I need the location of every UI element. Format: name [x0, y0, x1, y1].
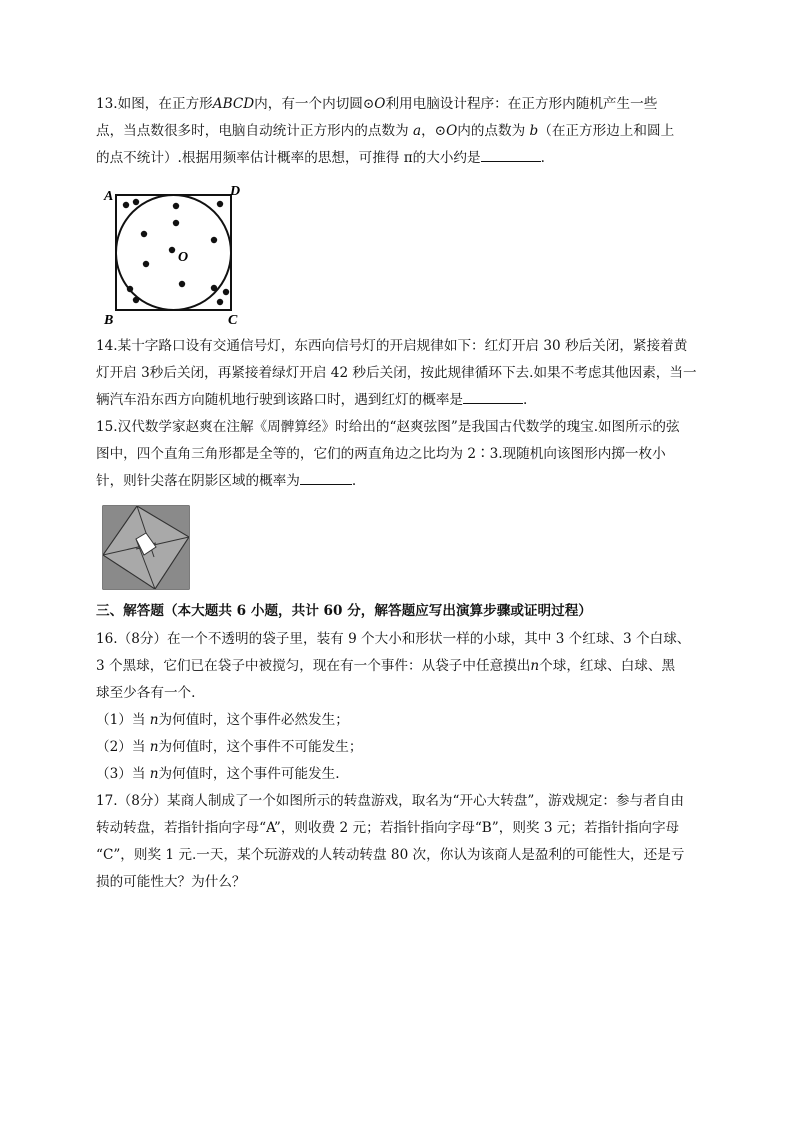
- q16-sub-1: （1）当 n为何值时，这个事件必然发生；: [96, 712, 349, 728]
- q16-sub-3: （3）当 n为何值时，这个事件可能发生.: [96, 766, 340, 782]
- q14-line-2: 灯开启 3秒后关闭，再紧接着绿灯开启 42 秒后关闭，按此规律循环下去.如果不考虑其他因素，当一: [96, 365, 697, 381]
- q15-line-1: 15.汉代数学家赵爽在注解《周髀算经》时给出的“赵爽弦图”是我国古代数学的瑰宝.如图所示的弦: [96, 419, 680, 435]
- question-16: [96, 626, 696, 788]
- q15-line-2: 图中，四个直角三角形都是全等的，它们的两直角边之比均为 2∶3.现随机向该图形内掷一枚小: [96, 446, 666, 462]
- q14-line-1: 14.某十字路口设有交通信号灯，东西向信号灯的开启规律如下：红灯开启 30 秒后关闭，紧接着黄: [96, 338, 688, 354]
- label-d: D: [230, 184, 241, 199]
- answer-blank[interactable]: [481, 149, 541, 162]
- q17-line-3: “C”，则奖 1 元.一天，某个玩游戏的人转动转盘 80 次，你认为该商人是盈利的可能性大，还是亏: [96, 847, 685, 863]
- answer-blank[interactable]: [300, 472, 352, 485]
- q17-line-4: 损的可能性大？为什么？: [96, 874, 246, 890]
- q13-line-3: 的点不统计）.根据用频率估计概率的思想，可推得 π的大小约是 .: [96, 150, 545, 166]
- q13-line-2: 点，当点数很多时，电脑自动统计正方形内的点数为 a，⊙O内的点数为 b（在正方形边上和圆上: [96, 123, 675, 139]
- q16-line-2: 3 个黑球，它们已在袋子中被搅匀，现在有一个事件：从袋子中任意摸出n个球，红球、白球、黑: [96, 658, 676, 674]
- q15-line-3: 针，则针尖落在阴影区域的概率为 .: [96, 473, 357, 489]
- zhao-shuang-figure: [100, 503, 192, 591]
- label-a: A: [104, 189, 114, 204]
- question-13: [96, 91, 696, 172]
- question-14: [96, 333, 696, 414]
- q16-line-1: 16.（8分）在一个不透明的袋子里，装有 9 个大小和形状一样的小球，其中 3 个红球、3 个白球、: [96, 631, 691, 647]
- answer-blank[interactable]: [463, 391, 523, 404]
- q17-line-1: 17.（8分）某商人制成了一个如图所示的转盘游戏，取名为“开心大转盘”，游戏规定：参与者自由: [96, 793, 684, 809]
- square-circle-figure: [96, 180, 256, 328]
- q16-line-3: 球至少各有一个.: [96, 685, 196, 701]
- question-15: [96, 414, 696, 495]
- section-3-title: 三、解答题（本大题共 6 小题，共计 60 分，解答题应写出演算步骤或证明过程）: [96, 603, 592, 619]
- label-o: O: [178, 250, 189, 265]
- label-c: C: [228, 313, 238, 328]
- q17-line-2: 转动转盘，若指针指向字母“A”，则收费 2 元；若指针指向字母“B”，则奖 3 元；若指针指向字母: [96, 820, 680, 836]
- q13-line-1: 13.如图，在正方形ABCD内，有一个内切圆⊙O利用电脑设计程序：在正方形内随机产生一些: [96, 96, 658, 112]
- random-points: [123, 199, 229, 305]
- q16-sub-2: （2）当 n为何值时，这个事件不可能发生；: [96, 739, 363, 755]
- question-17: [96, 788, 696, 896]
- label-b: B: [104, 313, 114, 328]
- q14-line-3: 辆汽车沿东西方向随机地行驶到该路口时，遇到红灯的概率是 .: [96, 392, 528, 408]
